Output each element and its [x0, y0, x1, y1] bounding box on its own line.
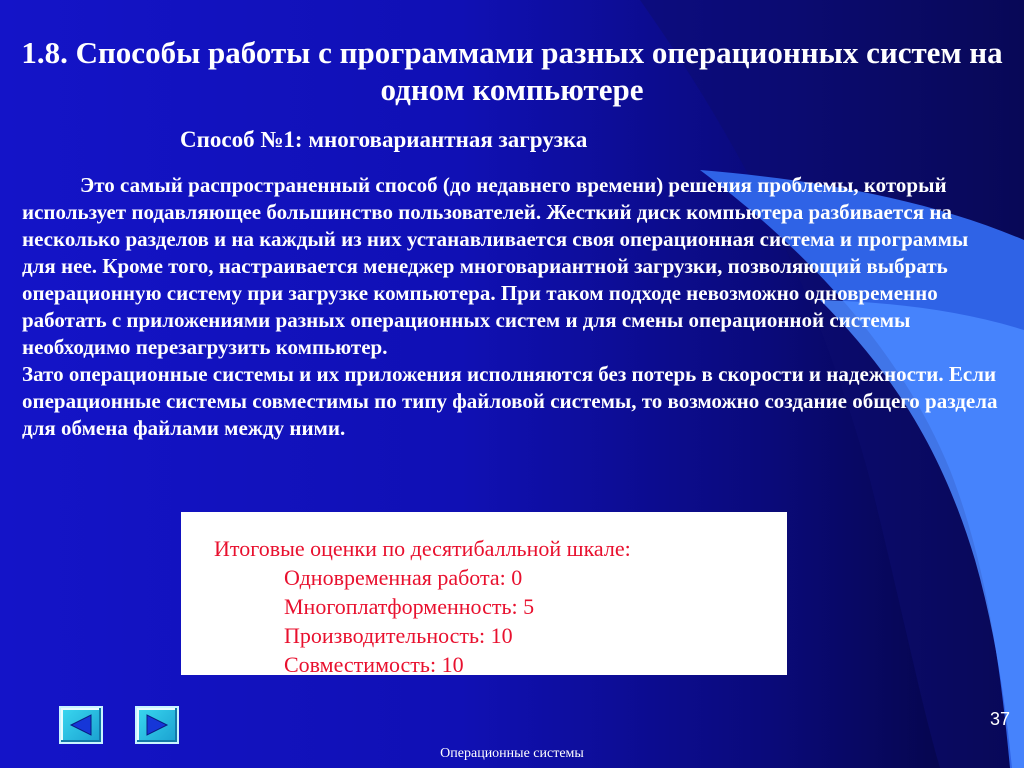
body-text	[22, 172, 1007, 442]
next-slide-button[interactable]	[135, 706, 179, 744]
paragraph-1: Это самый распространенный способ (до недавнего времени) решения проблемы, который использует подавляющее большинство пользователей. Жесткий диск компьютера разбивается на несколько разделов и на каждый из них устанавливается своя операционная система и программы для нее. Кроме того, настраивается менеджер многовариантной загрузки, позволяющий выбрать операционную систему при загрузке компьютера. При таком подходе невозможно одновременно работать с приложениями разных операционных систем и для смены операционной системы необходимо перезагрузить компьютер.	[22, 173, 969, 359]
scores-heading: Итоговые оценки по десятибалльной шкале:	[214, 536, 631, 561]
previous-slide-button[interactable]	[59, 706, 103, 744]
scores-list	[214, 563, 787, 679]
score-item: Совместимость: 10	[284, 652, 464, 677]
scores-box	[181, 512, 787, 675]
score-item: Производительность: 10	[284, 623, 513, 648]
slide-subtitle: Способ №1: многовариантная загрузка	[180, 127, 588, 152]
footer-text: Операционные системы	[440, 746, 584, 761]
slide-title: 1.8. Способы работы с программами разных операционных систем на одном компьютере	[21, 35, 1003, 107]
paragraph-2: Зато операционные системы и их приложения исполняются без потерь в скорости и надежности. Если операционные системы совместимы по типу файловой системы, то возможно создание общего раздела для обмена файлами между ними.	[22, 362, 998, 440]
page-number: 37	[989, 709, 1010, 729]
score-item: Одновременная работа: 0	[284, 565, 523, 590]
triangle-right-icon	[145, 714, 169, 736]
score-item: Многоплатформенность: 5	[284, 594, 535, 619]
triangle-left-icon	[69, 714, 93, 736]
